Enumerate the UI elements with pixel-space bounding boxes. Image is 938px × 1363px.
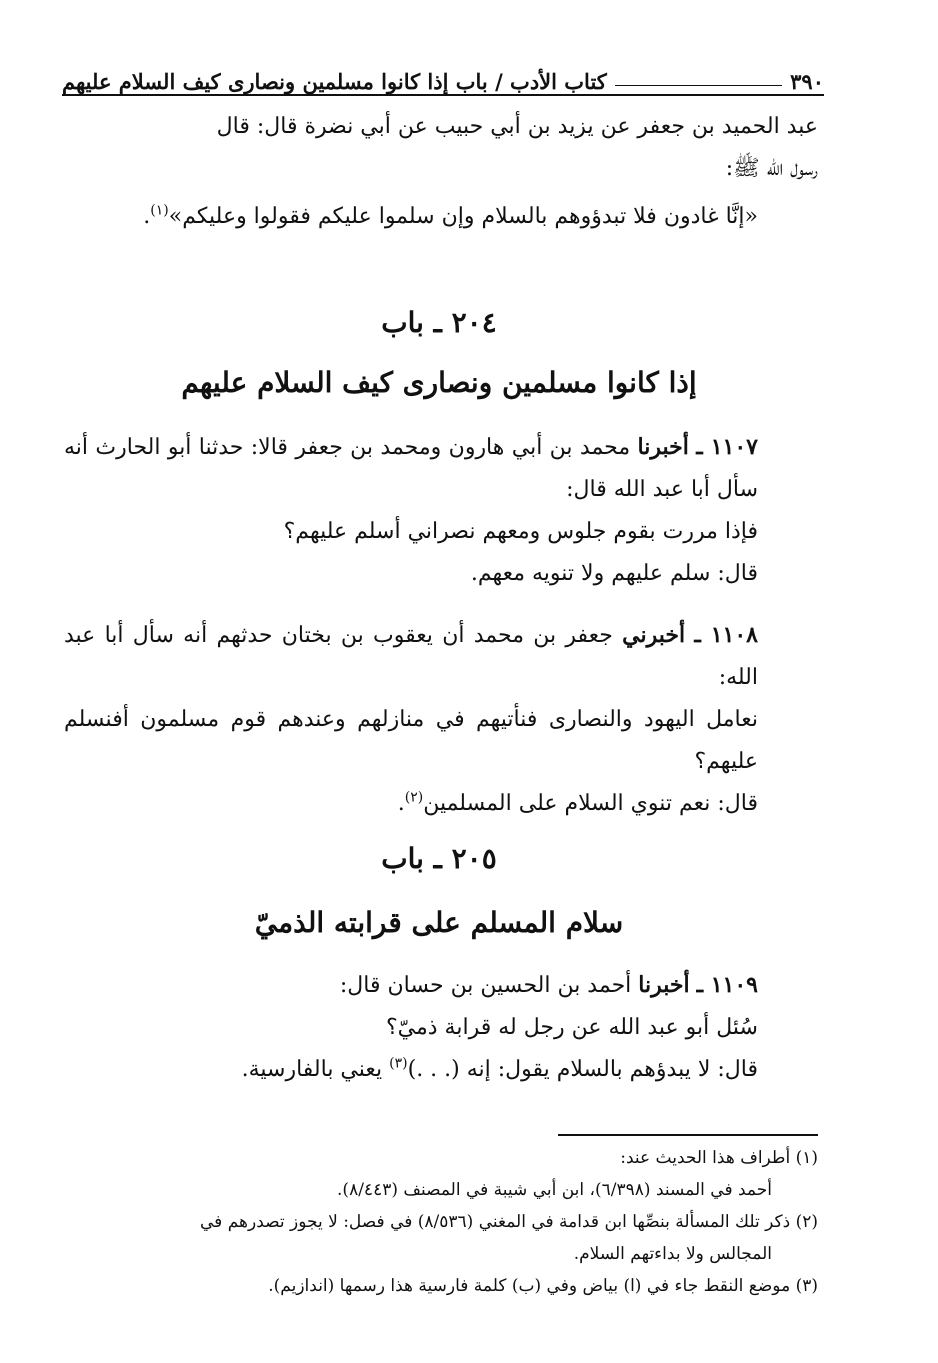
hadith-1109-answer xyxy=(64,1049,818,1091)
hadith-1108 xyxy=(64,614,818,825)
footnote-1-body: أحمد في المسند (٦/٣٩٨)، ابن أبي شيبة في المصنف (٨/٤٤٣). xyxy=(337,1180,772,1200)
hadith-1107-text: محمد بن أبي هارون ومحمد بن جعفر قالا: حدثنا أبو الحارث أنه سأل أبا عبد الله قال: xyxy=(64,435,758,502)
intro-line-1: عبد الحميد بن جعفر عن يزيد بن أبي حبيب عن أبي نضرة قال: قال xyxy=(216,114,818,139)
footnote-separator xyxy=(558,1134,818,1136)
hadith-1109-isnad xyxy=(64,964,818,1007)
chapter-204-title: إذا كانوا مسلمين ونصارى كيف السلام عليهم xyxy=(181,366,697,399)
hadith-1109-answer-post: يعني بالفارسية. xyxy=(241,1057,390,1082)
hadith-1109-number: ١١٠٩ ـ xyxy=(696,972,758,998)
hadith-1109-lead: أخبرنا xyxy=(638,972,690,998)
hadith-1107-number: ١١٠٧ ـ xyxy=(696,434,758,460)
hadith-1108-isnad xyxy=(64,614,818,699)
hadith-1108-answer-text: قال: نعم تنوي السلام على المسلمين xyxy=(423,791,758,816)
hadith-1107-question: فإذا مررت بقوم جلوس ومعهم نصراني أسلم عليهم؟ xyxy=(283,519,758,544)
hadith-1109 xyxy=(64,964,818,1091)
intro-line-2: رسول الله ﷺ: xyxy=(725,156,818,181)
hadith-1107-isnad xyxy=(64,426,818,511)
footnotes xyxy=(64,1142,818,1302)
page-number: ٣٩٠ xyxy=(790,69,824,94)
header-dash xyxy=(615,85,782,86)
hadith-1107-answer: قال: سلم عليهم ولا تنويه معهم. xyxy=(470,561,758,586)
footnote-2-line-1: (٢) ذكر تلك المسألة بنصِّها ابن قدامة في المغني (٨/٥٣٦) في فصل: لا يجوز تصدرهم في xyxy=(200,1212,818,1232)
hadith-1109-question: سُئل أبو عبد الله عن رجل له قرابة ذميّ؟ xyxy=(385,1015,758,1040)
hadith-1107-lead: أخبرنا xyxy=(637,434,689,460)
hadith-1107 xyxy=(64,426,818,595)
chapter-204-number: ٢٠٤ ـ باب xyxy=(381,306,497,339)
quote-text: «إنَّا غادون فلا تبدؤوهم بالسلام وإن سلموا عليكم فقولوا وعليكم» xyxy=(168,204,758,229)
footnote-1-heading: (١) أطراف هذا الحديث عند: xyxy=(620,1148,818,1168)
hadith-1108-question: نعامل اليهود والنصارى فنأتيهم في منازلهم وعندهم قوم مسلمون أفنسلم عليهم؟ xyxy=(64,707,758,774)
hadith-1108-answer-end: . xyxy=(397,791,405,816)
running-title: كتاب الأدب / باب إذا كانوا مسلمين ونصارى كيف السلام عليهم xyxy=(62,69,607,94)
intro-block xyxy=(64,106,818,238)
footnote-3: (٣) موضع النقط جاء في (ا) بياض وفي (ب) كلمة فارسية هذا رسمها (اندازيم). xyxy=(268,1276,818,1296)
hadith-1108-text: جعفر بن محمد أن يعقوب بن بختان حدثهم أنه سأل أبا عبد الله: xyxy=(64,623,758,690)
running-head xyxy=(62,54,824,96)
hadith-1108-answer xyxy=(64,783,818,825)
footnote-ref-1: (١) xyxy=(150,202,169,219)
intro-quote xyxy=(64,196,818,238)
hadith-1108-lead: أخبرني xyxy=(622,622,686,648)
hadith-1109-answer-pre: قال: لا يبدؤهم بالسلام يقول: إنه (. . .) xyxy=(407,1057,758,1082)
hadith-1109-text: أحمد بن الحسين بن حسان قال: xyxy=(339,973,632,998)
chapter-205-number: ٢٠٥ ـ باب xyxy=(381,842,497,875)
footnote-2-line-2: المجالس ولا بداءتهم السلام. xyxy=(573,1244,772,1264)
hadith-1108-number: ١١٠٨ ـ xyxy=(694,622,758,648)
footnote-ref-2: (٢) xyxy=(404,789,424,806)
quote-end: . xyxy=(143,204,151,229)
footnote-ref-3: (٣) xyxy=(389,1055,408,1072)
chapter-205-title: سلام المسلم على قرابته الذميّ xyxy=(254,906,624,939)
